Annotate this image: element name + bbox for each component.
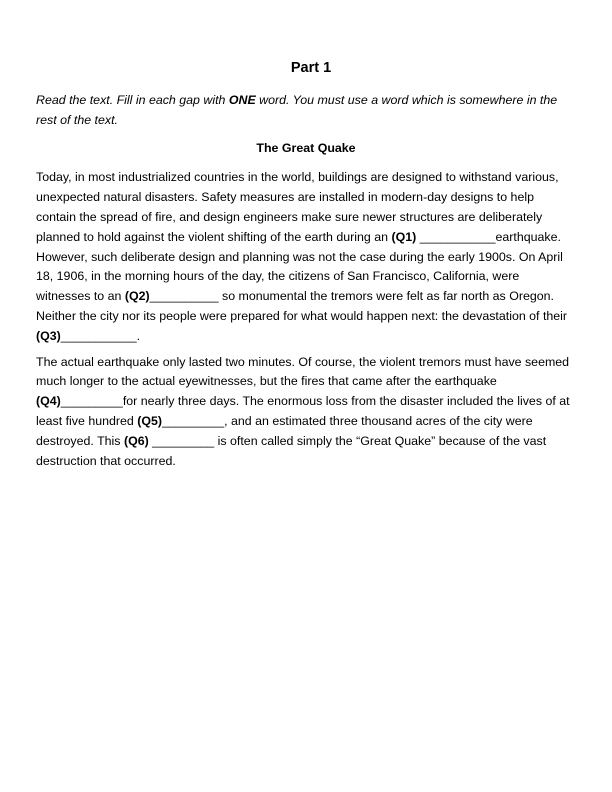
question-label-q2: (Q2) <box>124 289 150 304</box>
answer-blank-q6[interactable]: _________ <box>148 433 218 448</box>
paragraph-2-text: The actual earthquake only lasted two minutes. Of course, the violent tremors must have seemed much longer to the actual eyewitnesses, but the fires that came after the earthquake <box>36 354 570 389</box>
part-title: Part 1 <box>290 60 332 76</box>
instructions <box>36 91 576 131</box>
paragraph-1-text: so monumental the tremors were felt as far north as Oregon. Neither the city nor its people were prepared for what would happen next: the devastation of their <box>36 289 568 323</box>
paragraph-2-text: , and an estimated three thousand acres of the city were destroyed. This <box>36 413 533 448</box>
question-label-q6: (Q6) <box>123 433 149 448</box>
question-label-q3: (Q3) <box>36 328 61 343</box>
instructions-emphasis: ONE <box>228 93 256 107</box>
answer-blank-q4[interactable]: _________ <box>60 394 123 409</box>
paragraph-1-text: . <box>136 328 141 343</box>
worksheet-page <box>36 58 576 477</box>
answer-blank-q5[interactable]: _________ <box>162 413 225 428</box>
question-label-q5: (Q5) <box>137 413 163 428</box>
question-label-q1: (Q1) <box>391 229 417 244</box>
answer-blank-q1[interactable]: ___________ <box>416 229 496 244</box>
paragraph-1 <box>36 168 576 346</box>
text-title: The Great Quake <box>256 140 356 155</box>
paragraph-1-text: Today, in most industrialized countries in the world, buildings are designed to withstand various, unexpected natural disasters. Safety measures are installed in modern-day designs to help contain the spread of fire, and design engineers make sure newer structures are deliberately planned to hold against the violent shifting of the earth during an <box>36 170 559 244</box>
answer-blank-q3[interactable]: ___________ <box>60 328 137 343</box>
question-label-q4: (Q4) <box>36 394 61 409</box>
paragraph-2-text: is often called simply the “Great Quake” because of the vast destruction that occurred. <box>36 433 547 468</box>
paragraph-2 <box>36 353 576 472</box>
instructions-text-start: Read the text. Fill in each gap with <box>36 93 229 107</box>
paragraph-2-text: for nearly three days. The enormous loss from the disaster included the lives of at least five hundred <box>36 394 570 428</box>
paragraph-1-text: earthquake. However, such deliberate design and planning was not the case during the early 1900s. On April 18, 1906, in the morning hours of the day, the citizens of San Francisco, California, were witnesses to an <box>36 229 563 304</box>
instructions-text-end: word. You must use a word which is somewhere in the rest of the text. <box>36 93 558 127</box>
answer-blank-q2[interactable]: __________ <box>149 289 219 304</box>
